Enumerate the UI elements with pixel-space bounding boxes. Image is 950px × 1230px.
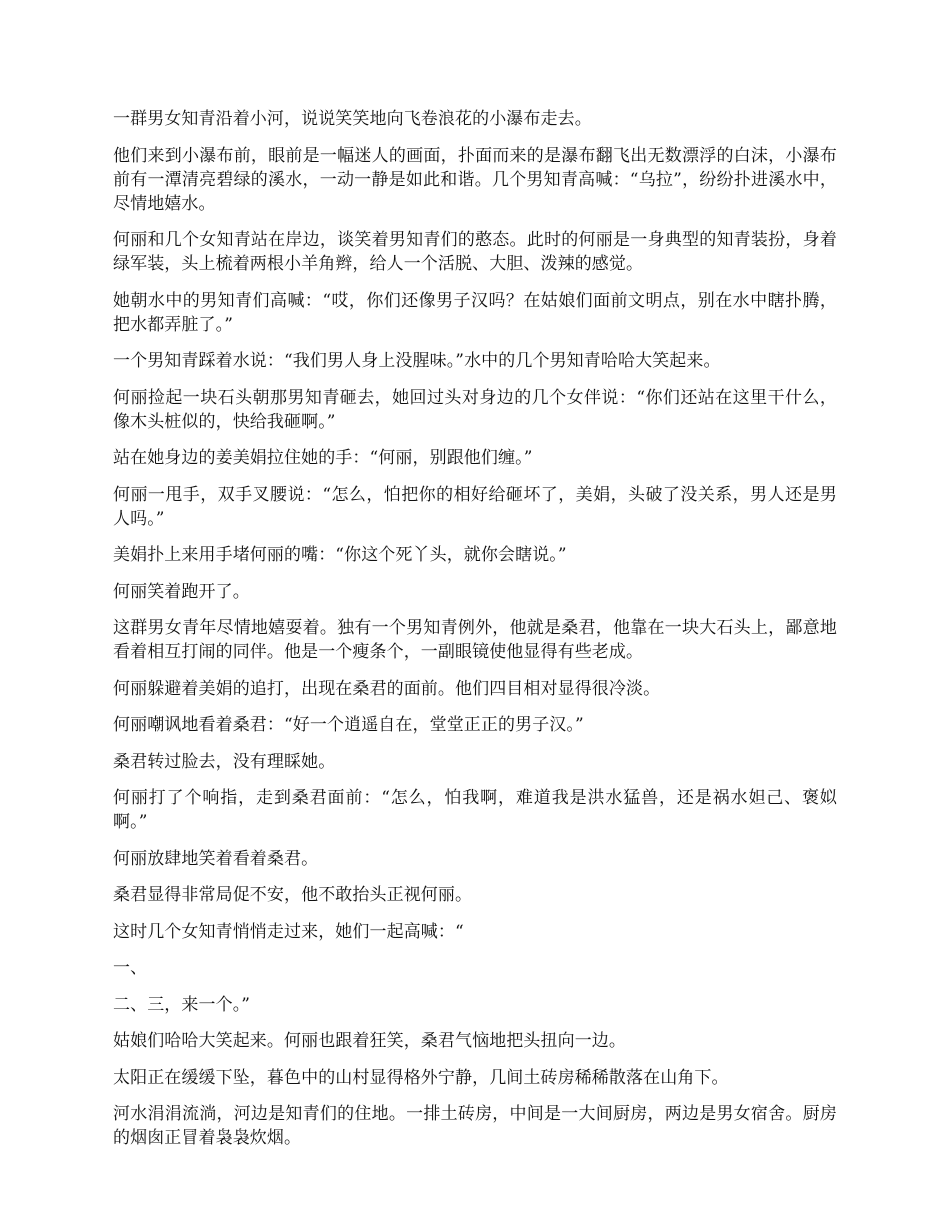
paragraph: 这时几个女知青悄悄走过来，她们一起高喊：“ <box>113 921 464 942</box>
paragraph: 桑君显得非常局促不安，他不敢抬头正视何丽。 <box>113 885 473 905</box>
paragraph: 何丽一甩手，双手叉腰说：“怎么，怕把你的相好给砸坏了，美娟，头破了没关系，男人还是男人吗。” <box>113 484 837 529</box>
document-body <box>113 107 837 1163</box>
paragraph: 何丽捡起一块石头朝那男知青砸去，她回过头对身边的几个女伴说：“你们还站在这里干什么，像木头桩似的，快给我砸啊。” <box>113 387 837 432</box>
paragraph: 何丽躲避着美娟的追打，出现在桑君的面前。他们四目相对显得很冷淡。 <box>113 678 661 699</box>
paragraph: 何丽和几个女知青站在岸边，谈笑着男知青们的憨态。此时的何丽是一身典型的知青装扮，身着绿军装，头上梳着两根小羊角辫，给人一个活脱、大胆、泼辣的感觉。 <box>113 230 837 274</box>
paragraph: 他们来到小瀑布前，眼前是一幅迷人的画面，扑面而来的是瀑布翻飞出无数漂浮的白沫，小瀑布前有一潭清亮碧绿的溪水，一动一静是如此和谐。几个男知青高喊：“乌拉”，纷纷扑进溪水中，尽情地嬉水。 <box>113 145 837 214</box>
paragraph: 一、 <box>113 958 148 978</box>
paragraph: 二、三，来一个。” <box>113 994 251 1015</box>
paragraph: 何丽笑着跑开了。 <box>113 581 250 602</box>
paragraph: 一个男知青踩着水说：“我们男人身上没腥味。”水中的几个男知青哈哈大笑起来。 <box>113 351 721 371</box>
paragraph: 桑君转过脸去，没有理睬她。 <box>113 751 336 772</box>
paragraph: 美娟扑上来用手堵何丽的嘴：“你这个死丫头，就你会瞎说。” <box>113 545 567 565</box>
paragraph: 太阳正在缓缓下坠，暮色中的山村显得格外宁静，几间土砖房稀稀散落在山角下。 <box>113 1067 729 1088</box>
paragraph: 站在她身边的姜美娟拉住她的手：“何丽，别跟他们缠。” <box>113 448 533 468</box>
paragraph: 何丽放肆地笑着看着桑君。 <box>113 848 319 869</box>
paragraph: 何丽嘲讽地看着桑君：“好一个逍遥自在，堂堂正正的男子汉。” <box>113 715 584 735</box>
paragraph: 她朝水中的男知青们高喊：“哎，你们还像男子汉吗？在姑娘们面前文明点，别在水中瞎扑腾，把水都弄脏了。” <box>113 290 837 335</box>
paragraph: 何丽打了个响指，走到桑君面前：“怎么，怕我啊，难道我是洪水猛兽，还是祸水妲己、褒姒啊。” <box>113 788 837 832</box>
paragraph: 河水涓涓流淌，河边是知青们的住地。一排土砖房，中间是一大间厨房，两边是男女宿舍。厨房的烟囱正冒着袅袅炊烟。 <box>113 1104 837 1148</box>
paragraph: 一群男女知青沿着小河，说说笑笑地向飞卷浪花的小瀑布走去。 <box>113 109 592 129</box>
paragraph: 这群男女青年尽情地嬉耍着。独有一个男知青例外，他就是桑君，他靠在一块大石头上，鄙意地看着相互打闹的同伴。他是一个瘦条个，一副眼镜使他显得有些老成。 <box>113 618 837 662</box>
paragraph: 姑娘们哈哈大笑起来。何丽也跟着狂笑，桑君气恼地把头扭向一边。 <box>113 1031 626 1051</box>
